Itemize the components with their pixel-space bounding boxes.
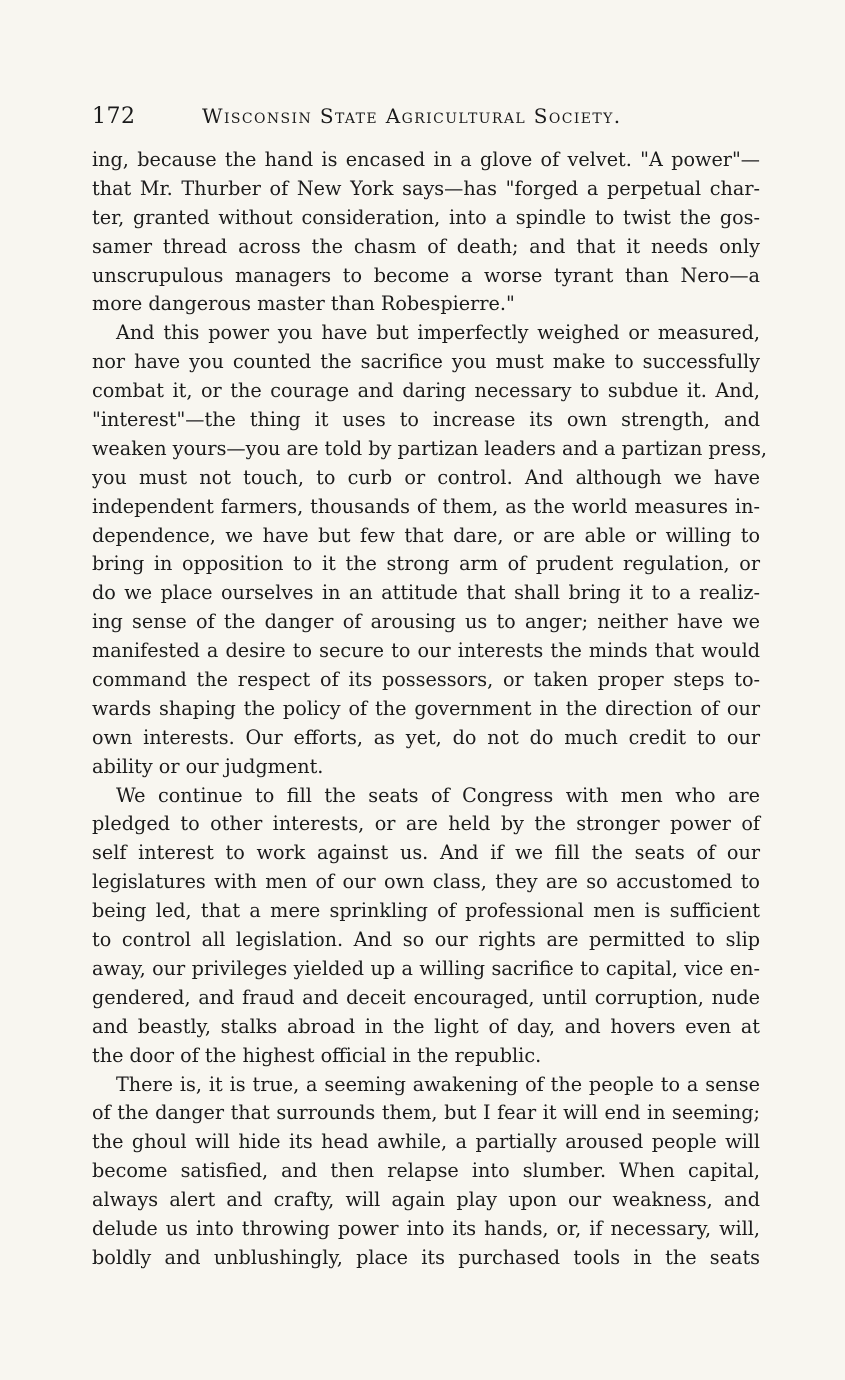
text-line: independent farmers, thousands of them, as the world measures in-: [92, 494, 760, 518]
text-line: command the respect of its possessors, or taken proper steps to-: [92, 668, 760, 692]
text-line: own interests. Our efforts, as yet, do not do much credit to our: [92, 725, 760, 749]
text-line: you must not touch, to curb or control. And although we have: [92, 465, 760, 489]
text-line: the door of the highest official in the republic.: [92, 1043, 542, 1067]
text-line: boldly and unblushingly, place its purchased tools in the seats: [92, 1245, 760, 1269]
text-line: pledged to other interests, or are held by the stronger power of: [92, 812, 760, 836]
text-line: do we place ourselves in an attitude that shall bring it to a realiz-: [92, 581, 760, 605]
text-line: weaken yours—you are told by partizan leaders and a partizan press,: [92, 436, 768, 460]
text-line: We continue to fill the seats of Congress with men who are: [116, 783, 760, 807]
text-line: ter, granted without consideration, into a spindle to twist the gos-: [92, 205, 760, 229]
paragraph: [92, 146, 760, 319]
text-line: more dangerous master than Robespierre.": [92, 292, 515, 316]
paragraph: [92, 319, 768, 781]
page-number: 172: [92, 104, 136, 129]
text-line: become satisfied, and then relapse into slumber. When capital,: [92, 1159, 760, 1183]
text-line: gendered, and fraud and deceit encouraged, until corruption, nude: [92, 985, 760, 1009]
text-line: the ghoul will hide its head awhile, a partially aroused people will: [92, 1130, 760, 1154]
text-line: delude us into throwing power into its hands, or, if necessary, will,: [92, 1216, 760, 1240]
text-line: and beastly, stalks abroad in the light of day, and hovers even at: [92, 1014, 760, 1038]
text-line: combat it, or the courage and daring necessary to subdue it. And,: [92, 379, 760, 403]
text-line: of the danger that surrounds them, but I fear it will end in seeming;: [92, 1101, 760, 1125]
text-line: unscrupulous managers to become a worse tyrant than Nero—a: [92, 263, 760, 287]
text-line: "interest"—the thing it uses to increase its own strength, and: [92, 408, 760, 432]
text-line: being led, that a mere sprinkling of professional men is sufficient: [92, 899, 760, 923]
text-line: bring in opposition to it the strong arm of prudent regulation, or: [92, 552, 760, 576]
page-header: [92, 104, 760, 134]
text-line: wards shaping the policy of the government in the direction of our: [92, 696, 760, 720]
text-line: self interest to work against us. And if we fill the seats of our: [92, 841, 760, 865]
text-line: ing sense of the danger of arousing us to anger; neither have we: [92, 610, 760, 634]
body-text: [92, 146, 768, 1273]
text-line: There is, it is true, a seeming awakening of the people to a sense: [116, 1072, 760, 1096]
text-line: ability or our judgment.: [92, 754, 324, 778]
running-head: Wisconsin State Agricultural Society.: [202, 104, 622, 128]
text-line: legislatures with men of our own class, they are so accustomed to: [92, 870, 760, 894]
text-line: to control all legislation. And so our rights are permitted to slip: [92, 928, 760, 952]
text-line: samer thread across the chasm of death; and that it needs only: [92, 234, 760, 258]
text-line: dependence, we have but few that dare, or are able or willing to: [92, 523, 760, 547]
text-line: manifested a desire to secure to our interests the minds that would: [92, 639, 760, 663]
text-line: nor have you counted the sacrifice you must make to successfully: [92, 350, 760, 374]
text-line: And this power you have but imperfectly weighed or measured,: [116, 321, 760, 345]
text-line: that Mr. Thurber of New York says—has "forged a perpetual char-: [92, 176, 760, 200]
paragraph: [92, 1071, 760, 1273]
text-line: ing, because the hand is encased in a glove of velvet. "A power"—: [92, 148, 760, 171]
text-line: always alert and crafty, will again play upon our weakness, and: [92, 1188, 760, 1212]
text-line: away, our privileges yielded up a willing sacrifice to capital, vice en-: [92, 956, 760, 980]
paragraph: [92, 782, 760, 1071]
